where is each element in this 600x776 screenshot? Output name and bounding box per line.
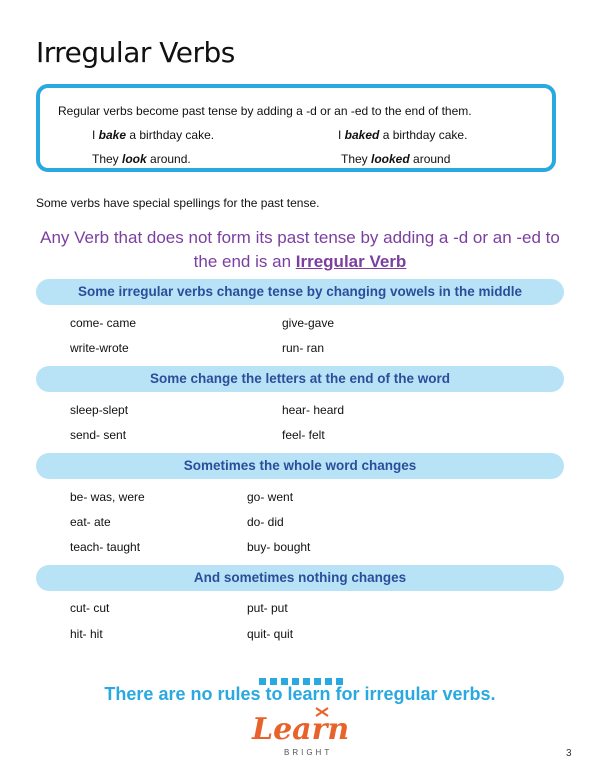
- verb-pair: send- sent: [70, 428, 127, 442]
- page-title: Irregular Verbs: [36, 36, 235, 69]
- verb-pair: feel- felt: [282, 428, 325, 442]
- section-heading-no-change: And sometimes nothing changes: [36, 565, 564, 591]
- page-number: 3: [566, 748, 572, 759]
- example-pre: They: [341, 152, 372, 166]
- logo-learn-text: Learn: [252, 712, 350, 747]
- definition-term: Irregular Verb: [295, 252, 407, 271]
- example-pre: They: [92, 152, 123, 166]
- example-past-2: [341, 152, 450, 166]
- regular-verbs-intro: Regular verbs become past tense by adding a -d or an -ed to the end of them.: [58, 104, 472, 118]
- verb-pair: run- ran: [282, 341, 325, 355]
- example-verb: look: [122, 152, 147, 166]
- closing-statement: There are no rules to learn for irregular verbs.: [104, 684, 496, 704]
- example-pre: I: [92, 128, 99, 142]
- verb-pair: give-gave: [282, 316, 335, 330]
- example-verb: looked: [371, 152, 410, 166]
- example-post: a birthday cake.: [379, 128, 468, 142]
- verb-pair: eat- ate: [70, 515, 111, 529]
- example-verb: baked: [344, 128, 380, 142]
- example-verb: bake: [98, 128, 127, 142]
- verb-pair: cut- cut: [70, 601, 110, 615]
- verb-pair: come- came: [70, 316, 137, 330]
- example-post: a birthday cake.: [126, 128, 215, 142]
- verb-pair: sleep-slept: [70, 403, 129, 417]
- verb-pair: teach- taught: [70, 540, 141, 554]
- example-post: around: [409, 152, 451, 166]
- verb-pair: quit- quit: [247, 627, 294, 641]
- section-heading-endings: Some change the letters at the end of the word: [36, 366, 564, 392]
- verb-pair: put- put: [247, 601, 288, 615]
- section-heading-whole-word: Sometimes the whole word changes: [36, 453, 564, 479]
- example-pre: I: [338, 128, 345, 142]
- special-spellings-note: Some verbs have special spellings for the past tense.: [36, 196, 320, 210]
- verb-pair: buy- bought: [247, 540, 311, 554]
- example-past-1: [338, 128, 467, 142]
- verb-pair: go- went: [247, 490, 294, 504]
- verb-pair: do- did: [247, 515, 284, 529]
- learn-bright-logo: [250, 712, 350, 760]
- example-present-2: [92, 152, 191, 166]
- irregular-verb-definition: [30, 226, 570, 274]
- regular-verbs-box: [36, 84, 556, 172]
- example-present-1: [92, 128, 214, 142]
- verb-pair: write-wrote: [70, 341, 129, 355]
- definition-text: Any Verb that does not form its past tense by adding a -d or an -ed to the end is an: [40, 228, 560, 271]
- section-heading-vowels: Some irregular verbs change tense by changing vowels in the middle: [36, 279, 564, 305]
- verb-pair: be- was, were: [70, 490, 145, 504]
- example-post: around.: [146, 152, 191, 166]
- verb-pair: hear- heard: [282, 403, 345, 417]
- logo-bright-text: BRIGHT: [284, 748, 333, 757]
- verb-pair: hit- hit: [70, 627, 103, 641]
